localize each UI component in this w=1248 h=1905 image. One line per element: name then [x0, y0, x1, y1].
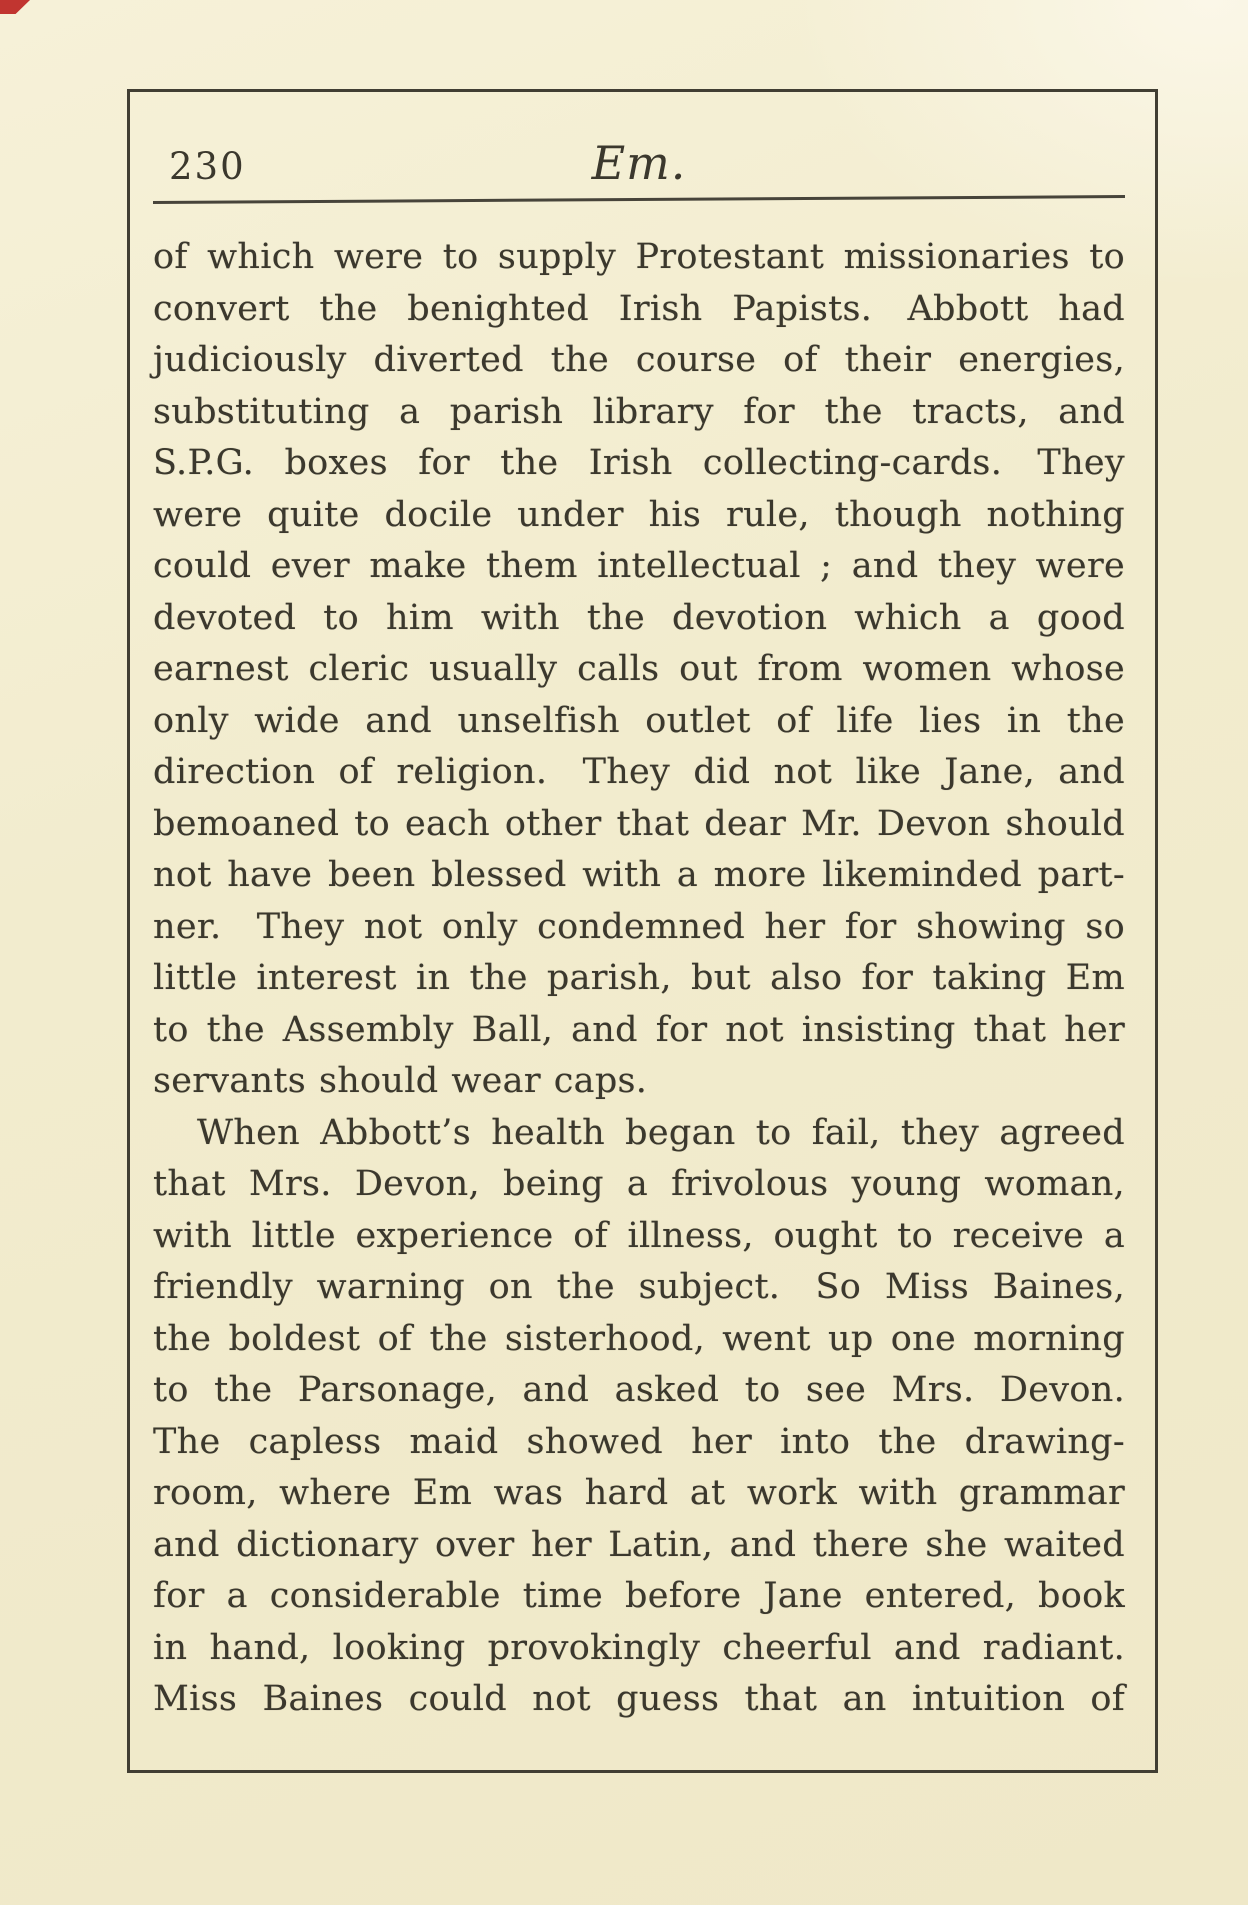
- text-line: direction of religion. They did not like Jane, and: [153, 752, 1125, 792]
- page-number: 230: [169, 145, 246, 188]
- text-line: with little experience of illness, ought to receive a: [153, 1215, 1125, 1256]
- text-line: that Mrs. Devon, being a frivolous young woman,: [153, 1164, 1125, 1204]
- text-line: were quite docile under his rule, though nothing: [153, 494, 1125, 535]
- text-line: room, where Em was hard at work with grammar: [153, 1473, 1125, 1513]
- scan-edge-mark: [0, 0, 30, 14]
- text-line: friendly warning on the subject. So Miss Baines,: [153, 1267, 1125, 1307]
- text-line: little interest in the parish, but also for taking Em: [153, 958, 1125, 998]
- text-line: of which were to supply Protestant missionaries to: [153, 237, 1125, 277]
- text-line: for a considerable time before Jane entered, book: [153, 1576, 1125, 1616]
- text-line: substituting a parish library for the tracts, and: [153, 391, 1125, 432]
- text-line: Miss Baines could not guess that an intuition of: [153, 1679, 1125, 1719]
- text-line: could ever make them intellectual ; and they were: [153, 546, 1125, 586]
- running-title: Em.: [591, 136, 687, 190]
- body-text: [153, 232, 1125, 1726]
- text-line: and dictionary over her Latin, and there she waited: [153, 1524, 1125, 1565]
- text-line: ner. They not only condemned her for showing so: [153, 906, 1125, 947]
- text-line: The capless maid showed her into the drawing-: [153, 1421, 1125, 1462]
- text-line: S.P.G. boxes for the Irish collecting-cards. They: [153, 443, 1125, 483]
- text-line: in hand, looking provokingly cheerful and radiant.: [153, 1627, 1125, 1668]
- page-header: [153, 118, 1125, 192]
- text-line: the boldest of the sisterhood, went up one morning: [153, 1318, 1125, 1359]
- text-line: to the Parsonage, and asked to see Mrs. Devon.: [153, 1370, 1125, 1410]
- page-frame: [127, 89, 1158, 1773]
- text-line-paragraph-start: When Abbott’s health began to fail, they agreed: [197, 1112, 1125, 1153]
- text-line: devoted to him with the devotion which a good: [153, 597, 1125, 638]
- text-line: only wide and unselfish outlet of life lies in the: [153, 700, 1125, 741]
- text-line: earnest cleric usually calls out from women whose: [153, 649, 1125, 689]
- text-line: not have been blessed with a more likeminded part-: [153, 855, 1125, 895]
- header-rule: [153, 195, 1125, 203]
- text-line: bemoaned to each other that dear Mr. Devon should: [153, 803, 1125, 844]
- text-line: judiciously diverted the course of their energies,: [153, 340, 1125, 380]
- text-line: to the Assembly Ball, and for not insisting that her: [153, 1009, 1125, 1050]
- text-line-paragraph-end: servants should wear caps.: [153, 1061, 648, 1101]
- text-line: convert the benighted Irish Papists. Abbott had: [153, 288, 1125, 329]
